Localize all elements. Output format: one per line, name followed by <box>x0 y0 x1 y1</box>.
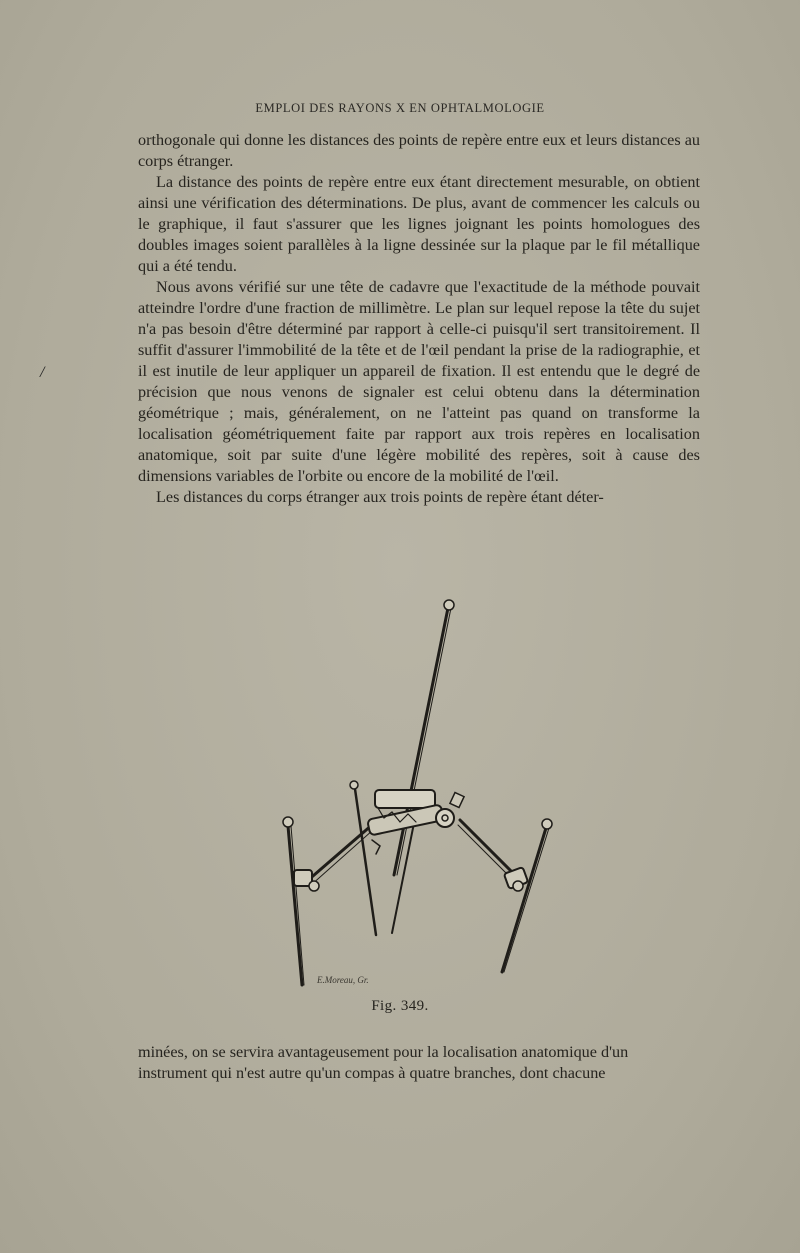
figure-caption: Fig. 349. <box>371 998 429 1014</box>
paragraph: Nous avons vérifié sur une tête de cadavre que l'exactitude de la méthode pouvait atteindre l'ordre d'une fraction de millimètre. Le plan sur lequel repose la tête du sujet n'a pas besoin d'être déterminé par rapport à celle-ci puisqu'il sert transitoirement. Il suffit d'assurer l'immobilité de la tête et de l'œil pendant la prise de la radiographie, et il est inutile de leur appliquer un appareil de fixation. Il est entendu que le degré de précision que nous venons de signaler est celui obtenu dans la détermination géométrique ; mais, généralement, on ne l'atteint pas quand on transforme la localisation géométriquement faite par rapport aux trois repères en localisation anatomique, soit par suite d'une légère mobilité des repères, soit à cause des dimensions variables de l'orbite ou encore de la mobilité de l'œil. <box>138 278 700 485</box>
body-text-top <box>138 130 700 508</box>
figure-compass-illustration <box>270 590 570 1000</box>
paragraph: Les distances du corps étranger aux trois points de repère étant déter- <box>156 488 604 506</box>
text-line: instrument qui n'est autre qu'un compas à quatre branches, dont chacune <box>138 1064 606 1082</box>
body-text-bottom <box>138 1042 700 1084</box>
engraver-signature: E.Moreau, Gr. <box>317 975 369 985</box>
text-line: minées, on se servira avantageusement pour la localisation anatomique d'un <box>138 1043 629 1061</box>
paragraph: La distance des points de repère entre eux étant directement mesurable, on obtient ainsi une vérification des déterminations. De plus, avant de commencer les calculs ou le graphique, il faut s'assurer que les lignes joignant les points homologues des doubles images soient parallèles à la ligne dessinée sur la plaque par le fil métallique qui a été tendu. <box>138 173 700 275</box>
paragraph: orthogonale qui donne les distances des points de repère entre eux et leurs distances au corps étranger. <box>138 131 700 170</box>
running-head: EMPLOI DES RAYONS X EN OPHTALMOLOGIE <box>255 101 545 115</box>
margin-mark: / <box>40 364 45 381</box>
compass-drawing <box>270 590 570 1000</box>
